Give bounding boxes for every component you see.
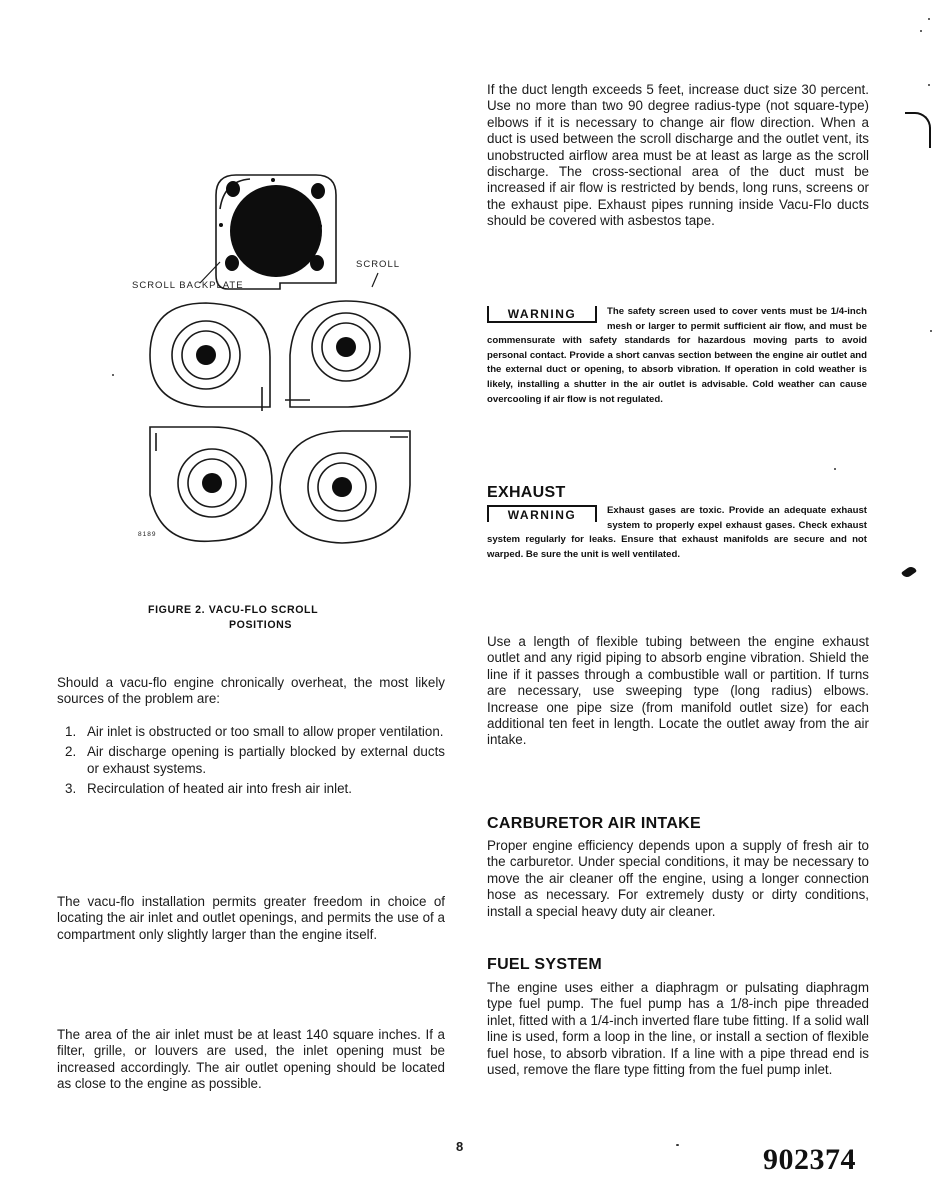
figure-caption-line1: FIGURE 2. VACU-FLO SCROLL [148,604,319,616]
overheat-causes-list [57,724,445,802]
scroll-label: SCROLL [356,259,401,270]
exhaust-warning [487,504,867,562]
scan-mark [905,112,931,148]
exhaust-heading: EXHAUST [487,484,566,501]
scan-mark [901,565,917,580]
fuel-system-paragraph: The engine uses either a diaphragm or pulsating diaphragm type fuel pump. The fuel pump has a 1/8-inch pipe threaded inlet, fitted with a 1/4-inch inverted flare tube fitting. If a solid wall line is used, form a loop in the line, or install a section of flexible fuel hose, to absorb vibration. If a line with a pipe thread end is used, remove the flare type fitting from the fuel pump inlet. [487,980,869,1078]
figure-code: 8189 [138,531,157,538]
list-item: 1. Air inlet is obstructed or too small to allow proper ventilation. [65,724,444,739]
page-number: 8 [456,1139,464,1154]
scan-speck [112,374,114,376]
list-item: 2. Air discharge opening is partially blocked by external ducts or exhaust systems. [65,744,445,776]
scan-speck [928,84,930,86]
scroll-positions-illustration [120,165,420,545]
fuel-system-heading: FUEL SYSTEM [487,956,603,973]
carburetor-paragraph: Proper engine efficiency depends upon a supply of fresh air to the carburetor. Under special conditions, it may be necessary to move the air cleaner off the engine, using a longer connection hose as necessary. For extremely dusty or dirty conditions, install a special heavy duty air cleaner. [487,838,869,919]
exhaust-paragraph: Use a length of flexible tubing between the engine exhaust outlet and any rigid piping to absorb engine vibration. Shield the line if it passes through a combustible wall or partition. If turns are necessary, use sweeping type (long radius) elbows. Increase one pipe size (from manifold outlet size) for each additional ten feet in length. Locate the outlet away from the air intake. [487,634,869,748]
installation-paragraph: The vacu-flo installation permits greater freedom in choice of locating the air inlet and outlet openings, and permits the use of a compartment only slightly larger than the engine itself. [57,894,445,942]
list-item: 3. Recirculation of heated air into fresh air inlet. [65,781,352,797]
figure-2 [120,165,420,545]
scan-speck [930,330,932,332]
safety-screen-warning [487,305,867,407]
air-inlet-paragraph: The area of the air inlet must be at least 140 square inches. If a filter, grille, or louvers are used, the inlet opening must be increased accordingly. The air outlet opening should be located as close to the engine as possible. [57,1027,445,1092]
figure-caption-line2: POSITIONS [229,619,293,631]
figure-caption [148,603,368,633]
duct-paragraph: If the duct length exceeds 5 feet, increase duct size 30 percent. Use no more than two 90 degree radius-type (not square-type) elbows if it is necessary to change air flow direction. When a duct is used between the scroll discharge and the outlet vent, its unobstructed airflow area must be at least as large as the scroll discharge. The cross-sectional area of the duct must be increased if air flow is restricted by bends, long runs, screens or the exhaust pipe. Exhaust pipes running inside Vacu-Flo ducts should be covered with asbestos tape. [487,82,869,229]
overheat-intro: Should a vacu-flo engine chronically overheat, the most likely sources of the problem are: [57,675,445,707]
warning-text: Exhaust gases are toxic. Provide an adequate exhaust system to properly expel exhaust gases. Check exhaust system regularly for leaks. Ensure that exhaust manifolds are secure and not warped. Be sure the unit is well ventilated. [487,505,867,560]
carburetor-heading: CARBURETOR AIR INTAKE [487,815,702,832]
scan-speck [676,1144,679,1146]
scroll-backplate-label: SCROLL BACKPLATE [132,280,244,291]
scan-speck [834,468,836,470]
warning-label: WARNING [487,505,597,522]
warning-label: WARNING [487,306,597,323]
scan-speck [920,30,922,32]
document-number: 902374 [763,1143,856,1176]
scan-speck [928,18,930,20]
warning-text: The safety screen used to cover vents must be 1/4-inch mesh or larger to permit sufficient air flow, and must be commensurate with safety standards for hazardous moving parts to avoid personal contact. Provide a short canvas section between the engine air outlet and the external duct or opening, to absorb vibration. If operation in cold weather is likely, installing a shutter in the air outlet is advisable. Cold weather can cause overcooling if air flow is not regulated. [487,306,867,405]
